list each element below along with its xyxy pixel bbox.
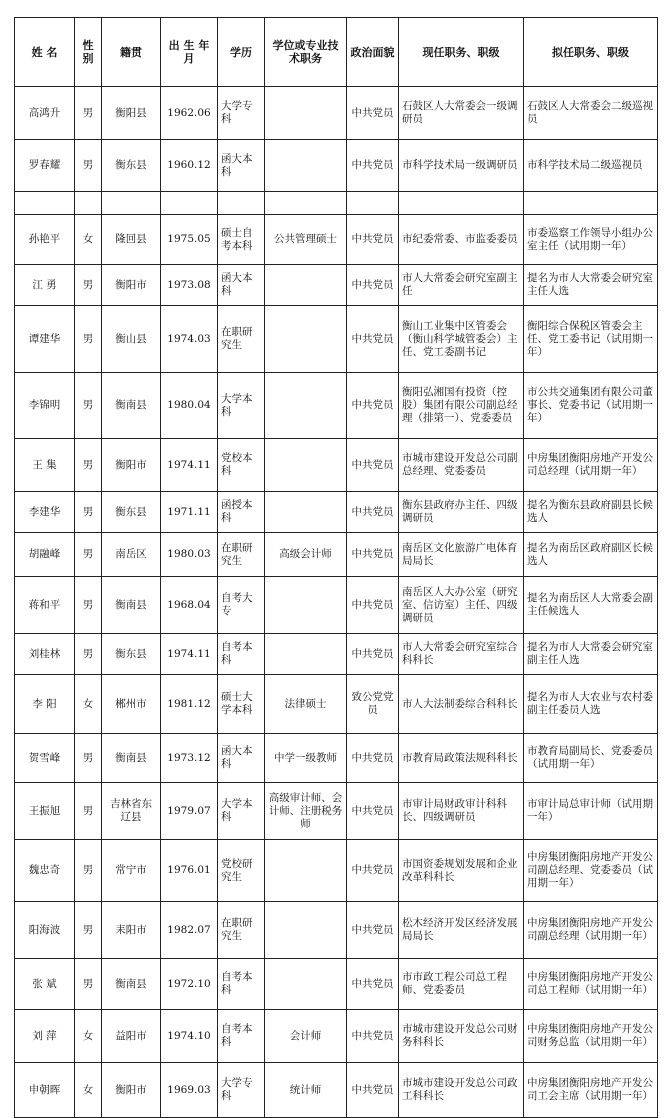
cell-degree: 会计师: [265, 1010, 347, 1063]
table-row: [15, 734, 658, 783]
cell-birth: 1980.03: [161, 533, 218, 577]
cell-name: 张 斌: [15, 959, 75, 1010]
cell-education: 党校本科: [218, 439, 265, 492]
cell-birth: 1979.07: [161, 783, 218, 840]
cell-birth: 1974.03: [161, 306, 218, 373]
cell-gender: 男: [75, 783, 102, 840]
table-row: [15, 492, 658, 533]
cell-name: 刘 萍: [15, 1010, 75, 1063]
cell-proposed-post: 提名为市人大常委会研究室副主任人选: [524, 634, 658, 675]
table-row: [15, 439, 658, 492]
cell-political: 中共党员: [347, 1010, 399, 1063]
header-proposed-post: 拟任职务、职级: [524, 18, 658, 87]
cell-gender: 男: [75, 492, 102, 533]
cell-native-place: 耒阳市: [102, 902, 161, 959]
cell-gender: 男: [75, 306, 102, 373]
cell-proposed-post: 衡阳综合保税区管委会主任、党工委书记（试用期一年）: [524, 306, 658, 373]
cell-birth: 1976.01: [161, 840, 218, 902]
cell-current-post: 市城市建设开发总公司财务科科长: [399, 1010, 524, 1063]
cell-political: 中共党员: [347, 439, 399, 492]
cell-political: 中共党员: [347, 783, 399, 840]
cell-current-post: [399, 192, 524, 215]
cell-native-place: 衡东县: [102, 492, 161, 533]
cell-degree: [265, 492, 347, 533]
cell-education: 硕士自考本科: [218, 215, 265, 265]
table-row: [15, 840, 658, 902]
cell-proposed-post: [524, 192, 658, 215]
cell-native-place: 衡南县: [102, 577, 161, 634]
cell-current-post: 市审计局财政审计科科长、四级调研员: [399, 783, 524, 840]
cell-native-place: 常宁市: [102, 840, 161, 902]
cell-native-place: 衡东县: [102, 140, 161, 192]
cell-current-post: 市教育局政策法规科科长: [399, 734, 524, 783]
cell-name: 王振旭: [15, 783, 75, 840]
cell-gender: 男: [75, 577, 102, 634]
cell-political: 中共党员: [347, 577, 399, 634]
cell-birth: 1974.10: [161, 1010, 218, 1063]
cell-political: 中共党员: [347, 533, 399, 577]
cell-native-place: 衡阳市: [102, 1063, 161, 1118]
cell-degree: [265, 902, 347, 959]
cell-name: 魏忠奇: [15, 840, 75, 902]
cell-education: [218, 192, 265, 215]
cell-current-post: 市纪委常委、市监委委员: [399, 215, 524, 265]
cell-degree: [265, 306, 347, 373]
cell-gender: 女: [75, 1010, 102, 1063]
cell-education: 党校研究生: [218, 840, 265, 902]
cell-gender: 男: [75, 634, 102, 675]
cell-gender: 男: [75, 373, 102, 439]
cell-degree: [265, 439, 347, 492]
table-row: [15, 140, 658, 192]
cell-native-place: 郴州市: [102, 675, 161, 734]
cell-education: 在职研究生: [218, 306, 265, 373]
cell-native-place: 益阳市: [102, 1010, 161, 1063]
cell-education: 在职研究生: [218, 902, 265, 959]
cell-name: 李建华: [15, 492, 75, 533]
cell-name: 罗春耀: [15, 140, 75, 192]
cell-political: 中共党员: [347, 492, 399, 533]
cell-current-post: 市国资委规划发展和企业改革科科长: [399, 840, 524, 902]
cell-education: 大学专科: [218, 1063, 265, 1118]
cell-education: 硕士大学本科: [218, 675, 265, 734]
cell-degree: 统计师: [265, 1063, 347, 1118]
cell-degree: 高级会计师: [265, 533, 347, 577]
cell-education: 自考本科: [218, 1010, 265, 1063]
cell-degree: [265, 87, 347, 140]
cell-native-place: 衡山县: [102, 306, 161, 373]
cell-gender: 男: [75, 959, 102, 1010]
cell-birth: 1980.04: [161, 373, 218, 439]
cell-gender: 男: [75, 140, 102, 192]
cell-political: 中共党员: [347, 265, 399, 306]
header-current-post: 现任职务、职级: [399, 18, 524, 87]
table-row: [15, 959, 658, 1010]
cell-political: [347, 192, 399, 215]
cell-native-place: 衡南县: [102, 373, 161, 439]
cell-birth: 1973.12: [161, 734, 218, 783]
cell-proposed-post: 中房集团衡阳房地产开发公司副总经理、党委委员（试用期一年）: [524, 840, 658, 902]
table-row: [15, 533, 658, 577]
cell-political: 中共党员: [347, 87, 399, 140]
cell-degree: 法律硕士: [265, 675, 347, 734]
cell-degree: [265, 840, 347, 902]
header-political: 政治面貌: [347, 18, 399, 87]
cell-name: 高鸿升: [15, 87, 75, 140]
cell-birth: 1969.03: [161, 1063, 218, 1118]
table-row: [15, 577, 658, 634]
cell-degree: [265, 373, 347, 439]
cell-name: 李锦明: [15, 373, 75, 439]
cell-birth: 1962.06: [161, 87, 218, 140]
cell-current-post: 市城市建设开发总公司政工科科长: [399, 1063, 524, 1118]
cell-current-post: 石鼓区人大常委会一级调研员: [399, 87, 524, 140]
cell-proposed-post: 中房集团衡阳房地产开发公司财务总监（试用期一年）: [524, 1010, 658, 1063]
cell-political: 中共党员: [347, 140, 399, 192]
cell-education: 在职研究生: [218, 533, 265, 577]
cell-proposed-post: 石鼓区人大常委会二级巡视员: [524, 87, 658, 140]
cell-political: 中共党员: [347, 215, 399, 265]
cell-name: 孙艳平: [15, 215, 75, 265]
cell-degree: 高级审计师、会计师、注册税务师: [265, 783, 347, 840]
cell-degree: [265, 577, 347, 634]
cell-degree: [265, 959, 347, 1010]
cell-gender: 男: [75, 533, 102, 577]
cell-name: 贺雪峰: [15, 734, 75, 783]
cell-birth: 1974.11: [161, 634, 218, 675]
cell-birth: [161, 192, 218, 215]
cell-current-post: 衡阳弘湘国有投资（控股）集团有限公司副总经理（排第一）、党委委员: [399, 373, 524, 439]
cell-proposed-post: 市审计局总审计师（试用期一年）: [524, 783, 658, 840]
cell-current-post: 松木经济开发区经济发展局局长: [399, 902, 524, 959]
header-name: 姓 名: [15, 18, 75, 87]
header-gender: 性别: [75, 18, 102, 87]
cell-education: 函大本科: [218, 734, 265, 783]
cell-gender: 男: [75, 902, 102, 959]
cell-education: 大学本科: [218, 373, 265, 439]
cell-name: 江 勇: [15, 265, 75, 306]
cell-birth: 1968.04: [161, 577, 218, 634]
cell-native-place: 衡阳县: [102, 87, 161, 140]
cell-political: 中共党员: [347, 1063, 399, 1118]
cell-birth: 1982.07: [161, 902, 218, 959]
cell-gender: 女: [75, 1063, 102, 1118]
cell-birth: 1971.11: [161, 492, 218, 533]
cell-education: 函大本科: [218, 140, 265, 192]
cell-proposed-post: 提名为衡东县政府副县长候选人: [524, 492, 658, 533]
table-row: [15, 87, 658, 140]
cell-current-post: 市科学技术局一级调研员: [399, 140, 524, 192]
cell-education: 自考本科: [218, 634, 265, 675]
cell-education: 大学本科: [218, 783, 265, 840]
cell-current-post: 市城市建设开发总公司副总经理、党委委员: [399, 439, 524, 492]
cell-proposed-post: 市公共交通集团有限公司董事长、党委书记（试用期一年）: [524, 373, 658, 439]
cell-degree: 中学一级教师: [265, 734, 347, 783]
table-row: [15, 1010, 658, 1063]
cell-current-post: 南岳区文化旅游广电体育局局长: [399, 533, 524, 577]
table-row: [15, 306, 658, 373]
cell-gender: [75, 192, 102, 215]
cell-gender: 男: [75, 840, 102, 902]
cell-native-place: 衡东县: [102, 634, 161, 675]
cell-birth: 1974.11: [161, 439, 218, 492]
cell-proposed-post: 提名为市人大农业与农村委副主任委员人选: [524, 675, 658, 734]
table-row: [15, 192, 658, 215]
table-row: [15, 634, 658, 675]
cell-current-post: 南岳区人大办公室（研究室、信访室）主任、四级调研员: [399, 577, 524, 634]
table-row: [15, 373, 658, 439]
cell-gender: 男: [75, 265, 102, 306]
cell-political: 中共党员: [347, 734, 399, 783]
cell-degree: [265, 634, 347, 675]
cell-name: 申朝晖: [15, 1063, 75, 1118]
cell-proposed-post: 市教育局副局长、党委委员（试用期一年）: [524, 734, 658, 783]
cell-political: 中共党员: [347, 373, 399, 439]
table-row: [15, 902, 658, 959]
cell-proposed-post: 市科学技术局二级巡视员: [524, 140, 658, 192]
cell-native-place: 衡南县: [102, 734, 161, 783]
cell-current-post: 市人大法制委综合科科长: [399, 675, 524, 734]
cell-name: [15, 192, 75, 215]
cell-current-post: 市人大常委会研究室综合科科长: [399, 634, 524, 675]
cell-education: 自考大专: [218, 577, 265, 634]
cell-degree: 公共管理硕士: [265, 215, 347, 265]
cell-name: 李 阳: [15, 675, 75, 734]
cell-current-post: 市人大常委会研究室副主任: [399, 265, 524, 306]
table-row: [15, 783, 658, 840]
table-row: [15, 1063, 658, 1118]
cell-education: 函授本科: [218, 492, 265, 533]
cell-gender: 男: [75, 734, 102, 783]
cell-native-place: 衡阳市: [102, 265, 161, 306]
cell-birth: 1975.05: [161, 215, 218, 265]
cell-political: 中共党员: [347, 840, 399, 902]
header-degree: 学位或专业技术职务: [265, 18, 347, 87]
table-row: [15, 675, 658, 734]
cell-political: 中共党员: [347, 902, 399, 959]
cell-birth: 1960.12: [161, 140, 218, 192]
cell-education: 大学专科: [218, 87, 265, 140]
cell-proposed-post: 市委巡察工作领导小组办公室主任（试用期一年）: [524, 215, 658, 265]
cell-proposed-post: 提名为南岳区人大常委会副主任候选人: [524, 577, 658, 634]
cell-degree: [265, 192, 347, 215]
cell-name: 蒋和平: [15, 577, 75, 634]
cell-gender: 男: [75, 87, 102, 140]
cell-proposed-post: 提名为南岳区政府副区长候选人: [524, 533, 658, 577]
cell-degree: [265, 140, 347, 192]
cell-name: 谭建华: [15, 306, 75, 373]
header-birth: 出 生 年 月: [161, 18, 218, 87]
header-row: [15, 18, 658, 87]
cell-political: 中共党员: [347, 306, 399, 373]
header-education: 学历: [218, 18, 265, 87]
cell-political: 中共党员: [347, 634, 399, 675]
cell-gender: 女: [75, 215, 102, 265]
header-native-place: 籍贯: [102, 18, 161, 87]
cell-name: 王 集: [15, 439, 75, 492]
cell-birth: 1972.10: [161, 959, 218, 1010]
cell-name: 刘桂林: [15, 634, 75, 675]
cell-proposed-post: 中房集团衡阳房地产开发公司总经理（试用期一年）: [524, 439, 658, 492]
cell-degree: [265, 265, 347, 306]
cell-current-post: 衡东县政府办主任、四级调研员: [399, 492, 524, 533]
cell-native-place: 衡南县: [102, 959, 161, 1010]
table-row: [15, 265, 658, 306]
cell-native-place: [102, 192, 161, 215]
cell-proposed-post: 提名为市人大常委会研究室主任人选: [524, 265, 658, 306]
cell-proposed-post: 中房集团衡阳房地产开发公司工会主席（试用期一年）: [524, 1063, 658, 1118]
cell-name: 胡融峰: [15, 533, 75, 577]
table-row: [15, 215, 658, 265]
cell-native-place: 吉林省东辽县: [102, 783, 161, 840]
cell-current-post: 市市政工程公司总工程师、党委委员: [399, 959, 524, 1010]
cadre-table: [14, 17, 658, 1118]
cell-current-post: 衡山工业集中区管委会（衡山科学城管委会）主任、党工委副书记: [399, 306, 524, 373]
cell-name: 阳海波: [15, 902, 75, 959]
cell-native-place: 隆回县: [102, 215, 161, 265]
cell-education: 自考本科: [218, 959, 265, 1010]
cell-political: 致公党党员: [347, 675, 399, 734]
cell-proposed-post: 中房集团衡阳房地产开发公司总工程师（试用期一年）: [524, 959, 658, 1010]
cell-proposed-post: 中房集团衡阳房地产开发公司副总经理（试用期一年）: [524, 902, 658, 959]
cell-birth: 1981.12: [161, 675, 218, 734]
cell-gender: 男: [75, 439, 102, 492]
cell-gender: 女: [75, 675, 102, 734]
cell-native-place: 南岳区: [102, 533, 161, 577]
cell-native-place: 衡阳市: [102, 439, 161, 492]
cell-education: 函大本科: [218, 265, 265, 306]
cell-political: 中共党员: [347, 959, 399, 1010]
cell-birth: 1973.08: [161, 265, 218, 306]
